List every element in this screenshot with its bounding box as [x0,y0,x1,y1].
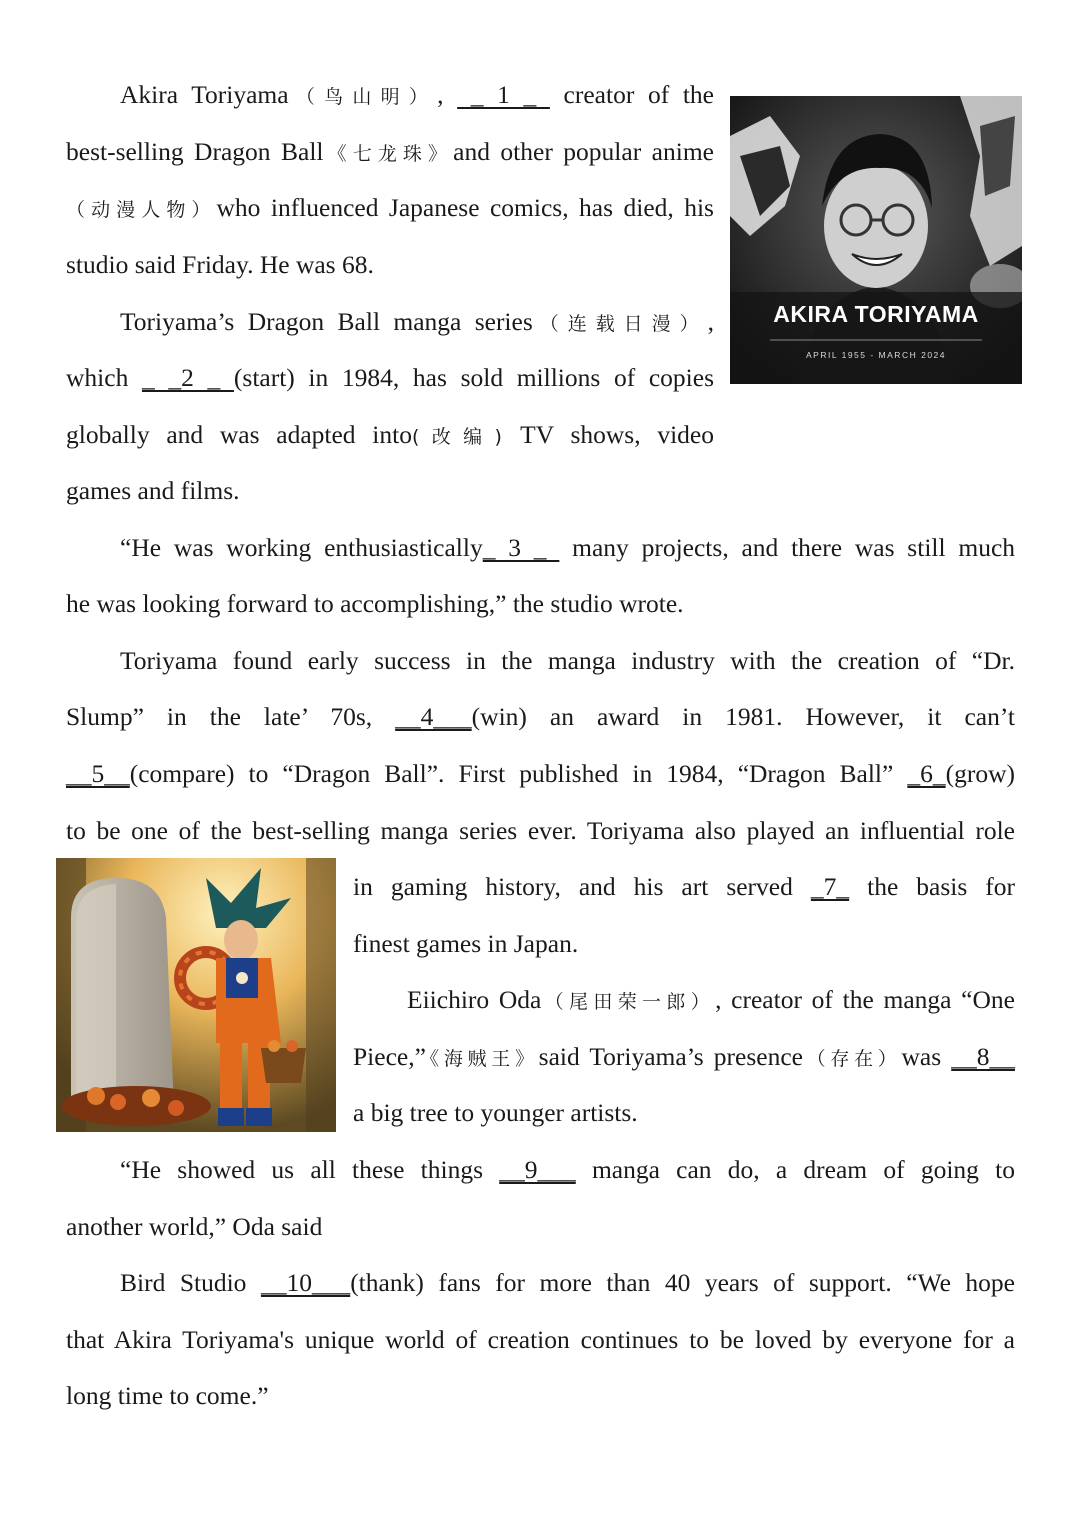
text: which [66,363,142,392]
memorial-dates: APRIL 1955 - MARCH 2024 [805,350,947,360]
text: Toriyama’s Dragon Ball manga series [120,307,533,336]
chinese-gloss: 《七龙珠》 [323,143,454,165]
tribute-illustration [56,858,336,1132]
p2-line1 [120,307,714,339]
text: , [707,307,714,336]
chinese-gloss: （连载日漫） [532,313,708,335]
p4-line5 [353,872,1015,902]
text: “He showed us all these things [120,1155,500,1184]
text: (grow) [945,759,1015,788]
p2-line4: games and films. [66,476,240,505]
p5-line1 [407,985,1015,1017]
text: and other popular anime [453,137,714,166]
p2-line2 [66,363,714,393]
p4-line1: Toriyama found early success in the manga industry with the creation of “Dr. [120,646,1015,675]
p7-line3: long time to come.” [66,1381,269,1410]
text: many projects, and there was still much [559,533,1016,562]
blank-4: __4___ [395,702,472,731]
p6-line1 [120,1155,1015,1185]
text: , creator of the manga “One [715,985,1015,1014]
blank-7: _7_ [810,872,850,901]
p3-line1 [120,533,1015,563]
p4-line4: to be one of the best-selling manga series ever. Toriyama also played an influential role [66,816,1015,845]
blank-2: _ _2 _ [141,363,234,392]
text: “He was working enthusiastically [120,533,483,562]
chinese-gloss: (改编) [411,426,504,448]
text: creator of the [549,80,714,109]
text: (thank) fans for more than 40 years of support. “We hope [350,1268,1015,1297]
p6-line2: another world,” Oda said [66,1212,323,1241]
p1-line3 [66,193,714,225]
p1-line1 [120,80,714,112]
text: who influenced Japanese comics, has died, his [216,193,714,222]
memorial-name: AKIRA TORIYAMA [773,301,979,327]
blank-1: _ 1 _ [457,80,550,109]
chinese-gloss: （存在） [802,1048,902,1070]
memorial-photo [730,96,1022,384]
chinese-gloss: 《海贼王》 [425,1048,539,1070]
p4-line3 [66,759,1015,789]
blank-8: __8__ [951,1042,1015,1071]
blank-6: _6_ [907,759,946,788]
p5-line2 [353,1042,1015,1074]
text: , [437,80,458,109]
p4-line6: finest games in Japan. [353,929,579,958]
p4-line2 [66,702,1015,732]
memorial-illustration [730,96,1022,384]
text: Akira Toriyama [120,80,289,109]
text: Bird Studio [120,1268,261,1297]
text: Piece,” [353,1042,426,1071]
p1-line2 [66,137,714,169]
chinese-gloss: （动漫人物） [66,199,217,221]
blank-9: __9___ [499,1155,576,1184]
blank-3: _ 3 _ [482,533,560,562]
p3-line2: he was looking forward to accomplishing,” the studio wrote. [66,589,684,618]
p2-line3 [66,420,714,452]
p5-line3: a big tree to younger artists. [353,1098,638,1127]
text: Eiichiro Oda [407,985,542,1014]
p7-line2: that Akira Toriyama's unique world of creation continues to be loved by everyone for a [66,1325,1015,1354]
text: said Toriyama’s presence [538,1042,803,1071]
text: manga can do, a dream of going to [575,1155,1015,1184]
tribute-scene [56,858,336,1132]
text: (compare) to “Dragon Ball”. First published in 1984, “Dragon Ball” [129,759,908,788]
p1-line4: studio said Friday. He was 68. [66,250,374,279]
text: (win) an award in 1981. However, it can’t [471,702,1015,731]
chinese-gloss: （鸟山明） [288,86,438,108]
text: globally and was adapted into [66,420,412,449]
text: (start) in 1984, has sold millions of copies [233,363,714,392]
blank-10: __10___ [260,1268,351,1297]
blank-5: __5__ [66,759,130,788]
text: best-selling Dragon Ball [66,137,324,166]
text: in gaming history, and his art served [353,872,811,901]
text: Slump” in the late’ 70s, [66,702,396,731]
p7-line1 [120,1268,1015,1298]
chinese-gloss: （尾田荣一郎） [541,991,716,1013]
text: the basis for [849,872,1015,901]
text: was [901,1042,952,1071]
text: TV shows, video [503,420,714,449]
